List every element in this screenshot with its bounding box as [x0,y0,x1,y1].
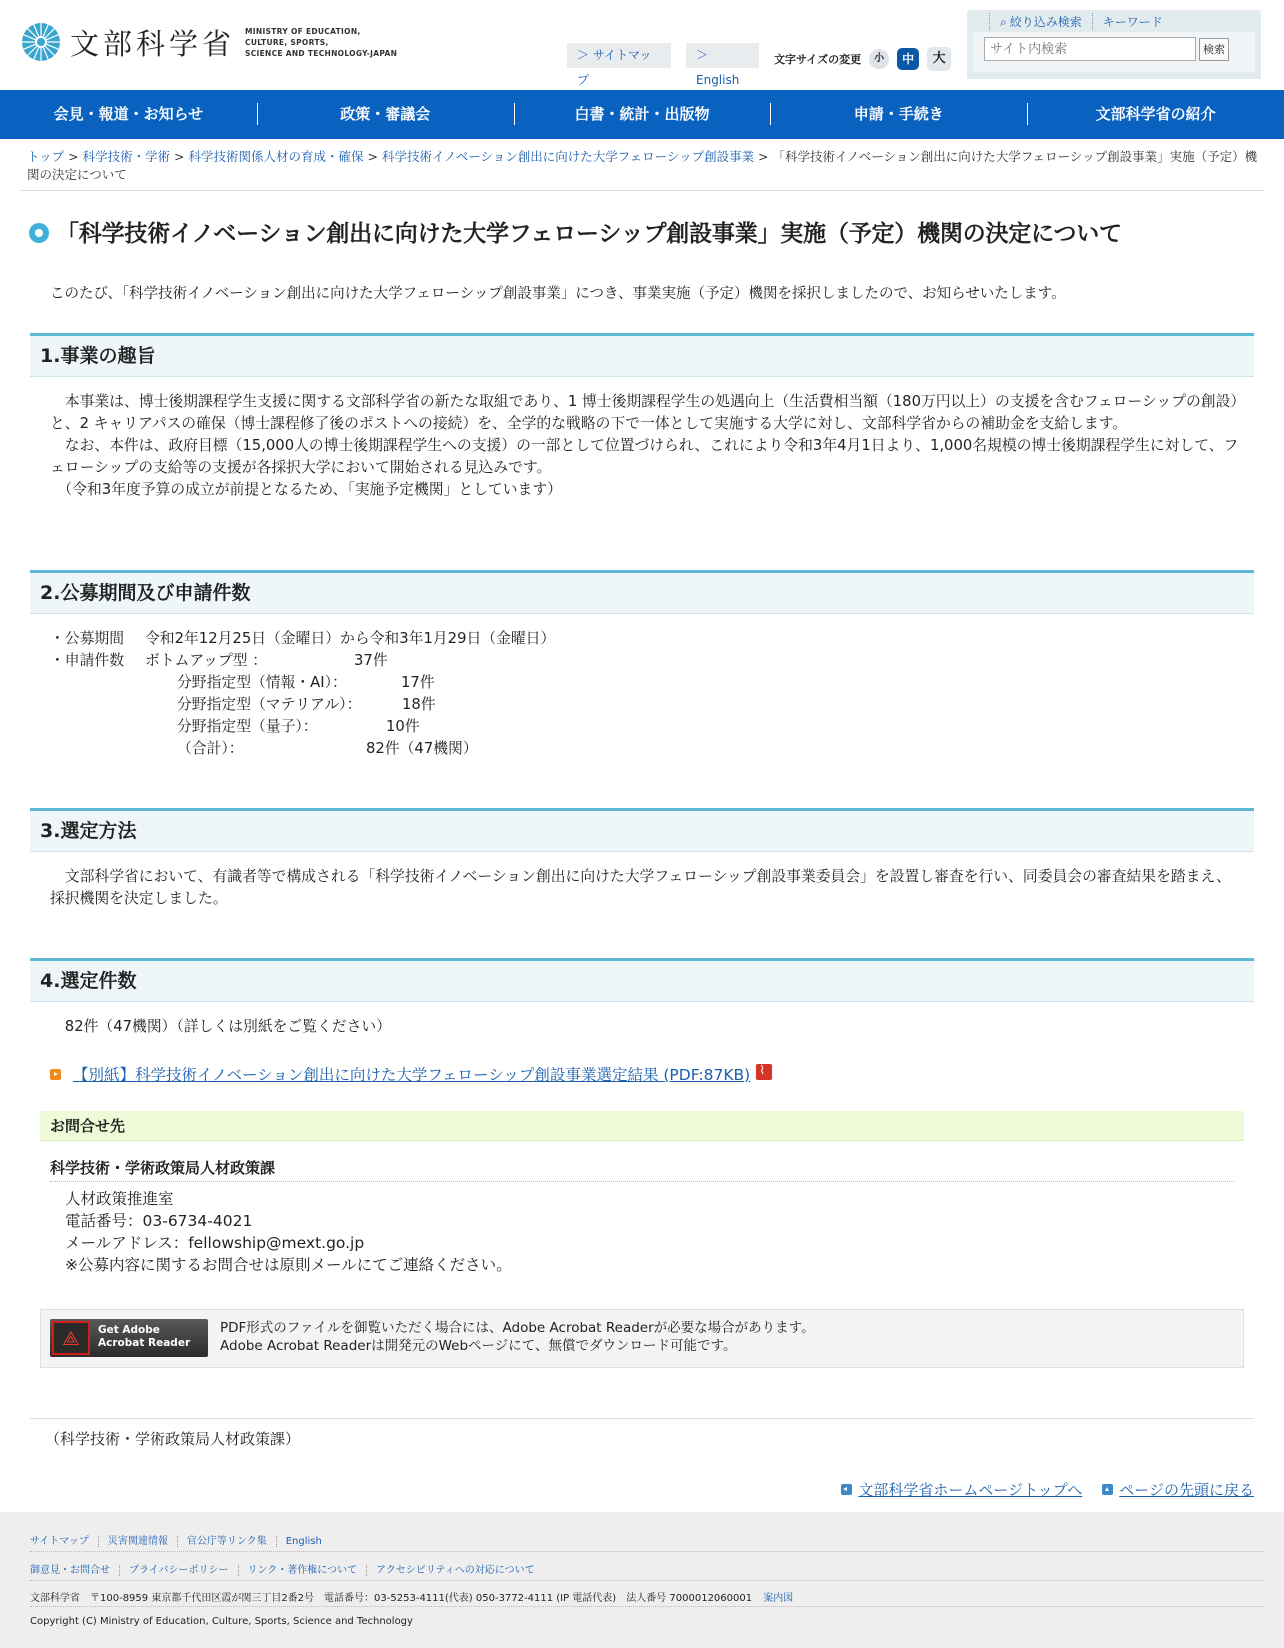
acrobat-notice-text [220,1319,815,1355]
application-count: 37件 [354,652,388,669]
font-size-large-button[interactable]: 大 [927,47,951,71]
application-row [50,738,1240,760]
footer-address [30,1589,1264,1604]
english-link[interactable]: ＞ English [686,43,759,68]
paragraph: （令和3年度予算の成立が前提となるため、「実施予定機関」としています） [50,481,562,498]
search-panel [967,10,1261,79]
footer-address-text: 文部科学省 〒100-8959 東京都千代田区霞が関三丁目2番2号 電話番号：03-5253-4111(代表) 050-3772-4111 (IP 電話代表) 法人番号 7000012060001 [30,1593,753,1604]
breadcrumb-item-hr[interactable]: 科学技術関係人材の育成・確保 [188,149,364,164]
nav-item-press[interactable]: 会見・報道・お知らせ [53,105,204,123]
section-heading-purpose: 1.事業の趣旨 [30,333,1254,377]
application-type: 分野指定型（情報・AI）： [177,674,347,691]
breadcrumb-divider [20,190,1264,191]
application-count: 18件 [402,696,436,713]
application-type: 分野指定型（量子）： [177,718,318,735]
sitemap-link[interactable]: ＞ サイトマップ [567,43,671,68]
section-heading-count: 4.選定件数 [30,958,1254,1002]
footer-link-sitemap[interactable]: サイトマップ [30,1536,89,1547]
page-top-link-text[interactable]: ページの先頭に戻る [1119,1481,1254,1499]
footer-link-english[interactable]: English [276,1536,322,1547]
pdf-icon [756,1064,772,1080]
application-row [50,716,1240,738]
nav-item-applications[interactable]: 申請・手続き [770,90,1027,139]
acrobat-notice-line: Adobe Acrobat Readerは開発元のWebページにて、無償でダウンロード可能です。 [220,1338,737,1354]
contact-note: ※公募内容に関するお問合せは原則メールにてご連絡ください。 [65,1256,512,1274]
title-bullet-icon [29,223,49,243]
paragraph: 本事業は、博士後期課程学生支援に関する文部科学省の新たな取組であり、1 博士後期課程学生の処遇向上（生活費相当額（180万円以上）の支援を含むフェローシップの創設）と、2 キャリアパスの確保（博士課程修了後のポストへの接続）を、全学的な戦略の下で一体として実施する大学に対し、文部科学省からの補助金を支給します。 [50,393,1238,432]
attachment-link[interactable] [50,1063,772,1085]
contact-line: 人材政策推進室 [65,1190,174,1208]
period-value: 令和2年12月25日（金曜日）から令和3年1月29日（金曜日） [145,630,556,647]
application-type: 分野指定型（マテリアル）： [177,696,362,713]
page-title: 「科学技術イノベーション創出に向けた大学フェローシップ創設事業」実施（予定）機関の決定について [56,221,1122,247]
paragraph: 文部科学省において、有識者等で構成される「科学技術イノベーション創出に向けた大学フェローシップ創設事業委員会」を設置し審査を行い、同委員会の審査結果を踏まえ、採択機関を決定しました。 [50,868,1231,907]
logo-text-ja: 文部科学省 [70,26,236,61]
font-size-label: 文字サイズの変更 [774,53,862,66]
application-row [50,672,1240,694]
home-link-text[interactable]: 文部科学省ホームページトップへ [858,1481,1083,1499]
font-size-small-button[interactable]: 小 [869,49,889,69]
logo-text-en [245,26,397,59]
footer-copyright: Copyright (C) Ministry of Education, Culture, Sports, Science and Technology [30,1616,413,1627]
footer-link-government[interactable]: 官公庁等リンク集 [177,1536,267,1547]
footer-divider [30,1606,1264,1607]
search-tabs [989,13,1173,30]
paragraph: なお、本件は、政府目標（15,000人の博士後期課程学生への支援）の一部として位置づけられ、これにより令和3年4月1日より、1,000名規模の博士後期課程学生に対して、フェローシップの支給等の支援が各採択大学において開始される見込みです。 [50,437,1239,476]
mext-emblem-icon [20,14,62,70]
home-arrow-icon [841,1484,852,1495]
search-button[interactable]: 検索 [1199,38,1229,61]
breadcrumb-item-science[interactable]: 科学技術・学術 [82,149,171,164]
period-label: ・公募期間 [50,630,124,647]
section-body-applications [50,628,1240,760]
acrobat-notice-line: PDF形式のファイルを御覧いただく場合には、Adobe Acrobat Readerが必要な場合があります。 [220,1320,815,1336]
logo-en-line: MINISTRY OF EDUCATION, [245,26,361,36]
application-count: 17件 [401,674,435,691]
footer-link-contact[interactable]: 御意見・お問合せ [30,1565,110,1576]
font-size-switcher [774,47,951,71]
applications-label: ・申請件数 [50,652,124,669]
breadcrumb-separator: > [754,149,773,164]
get-acrobat-button[interactable] [50,1319,208,1357]
breadcrumb-item-top[interactable]: トップ [27,149,65,164]
logo-en-line: SCIENCE AND TECHNOLOGY-JAPAN [245,48,398,58]
footer-links-row [30,1561,1264,1576]
application-row [50,650,1240,672]
mext-logo[interactable] [20,14,397,70]
application-count: 82件（47機関） [366,740,478,757]
breadcrumb-separator: > [64,149,83,164]
header [0,0,1284,90]
contact-divider [50,1181,1234,1182]
footer-divider [30,1580,1264,1581]
section-heading-method: 3.選定方法 [30,808,1254,852]
footer-map-link[interactable]: 案内図 [763,1593,794,1604]
breadcrumb-item-fellowship[interactable]: 科学技術イノベーション創出に向けた大学フェローシップ創設事業 [381,149,755,164]
footer-link-accessibility[interactable]: アクセシビリティへの対応について [366,1565,535,1576]
breadcrumb-current: 「科学技術イノベーション創出に向けた大学フェローシップ創設事業」実施（予定）機関の決定について [27,149,1258,182]
paragraph: 82件（47機関）（詳しくは別紙をご覧ください） [50,1018,391,1035]
application-count: 10件 [386,718,420,735]
footer-links-row [30,1532,1264,1547]
home-link[interactable] [841,1479,1082,1500]
page-top-link[interactable] [1102,1479,1254,1500]
breadcrumb [27,148,1267,184]
acrobat-badge-line: Acrobat Reader [98,1337,191,1349]
bureau-note: （科学技術・学術政策局人材政策課） [45,1430,301,1448]
contact-department: 科学技術・学術政策局人材政策課 [50,1159,276,1177]
acrobat-badge-line: Get Adobe [98,1324,160,1336]
nav-item-publications[interactable]: 白書・統計・出版物 [514,90,771,139]
footer-divider [30,1551,1264,1552]
acrobat-badge-text [98,1324,190,1350]
contact-email: メールアドレス：fellowship@mext.go.jp [65,1234,365,1252]
attachment-link-text[interactable]: 【別紙】科学技術イノベーション創出に向けた大学フェローシップ創設事業選定結果 (PDF:87KB) [73,1066,751,1084]
filter-search-icon: ⌕ [1000,15,1007,29]
page-bottom-links [821,1479,1254,1500]
application-row [50,694,1240,716]
search-tab-keyword[interactable]: キーワード [1092,13,1173,30]
search-tab-filter[interactable] [989,13,1092,30]
contact-details [65,1188,512,1276]
footer-link-copyright[interactable]: リンク・著作権について [238,1565,358,1576]
logo-en-line: CULTURE, SPORTS, [245,37,329,47]
contact-heading: お問合せ先 [40,1111,1244,1141]
period-row [50,628,1240,650]
nav-item-policy[interactable]: 政策・審議会 [257,90,514,139]
application-type: ボトムアップ型 ： [145,652,268,669]
acrobat-notice [40,1309,1244,1368]
section-heading-applications: 2.公募期間及び申請件数 [30,570,1254,614]
search-tab-filter-label: 絞り込み検索 [1009,15,1082,29]
up-arrow-icon [1102,1484,1113,1495]
content-end-divider [30,1418,1254,1419]
contact-phone: 電話番号：03-6734-4021 [65,1212,253,1230]
footer-link-disaster[interactable]: 災害関連情報 [98,1536,168,1547]
acrobat-icon [52,1321,90,1355]
application-type: （合計）： [177,740,244,757]
breadcrumb-separator: > [170,149,189,164]
section-body-method [50,866,1240,910]
breadcrumb-separator: > [363,149,382,164]
global-nav [0,90,1284,139]
nav-item-about[interactable]: 文部科学省の紹介 [1027,90,1284,139]
section-body-purpose [50,391,1240,501]
section-body-count [50,1016,1240,1038]
link-arrow-icon [50,1069,61,1080]
font-size-medium-button[interactable]: 中 [897,48,919,70]
footer-link-privacy[interactable]: プライバシーポリシー [119,1565,229,1576]
search-input[interactable] [984,37,1196,61]
intro-text: このたび、「科学技術イノベーション創出に向けた大学フェローシップ創設事業」につき、事業実施（予定）機関を採択しましたので、お知らせいたします。 [50,286,1066,302]
